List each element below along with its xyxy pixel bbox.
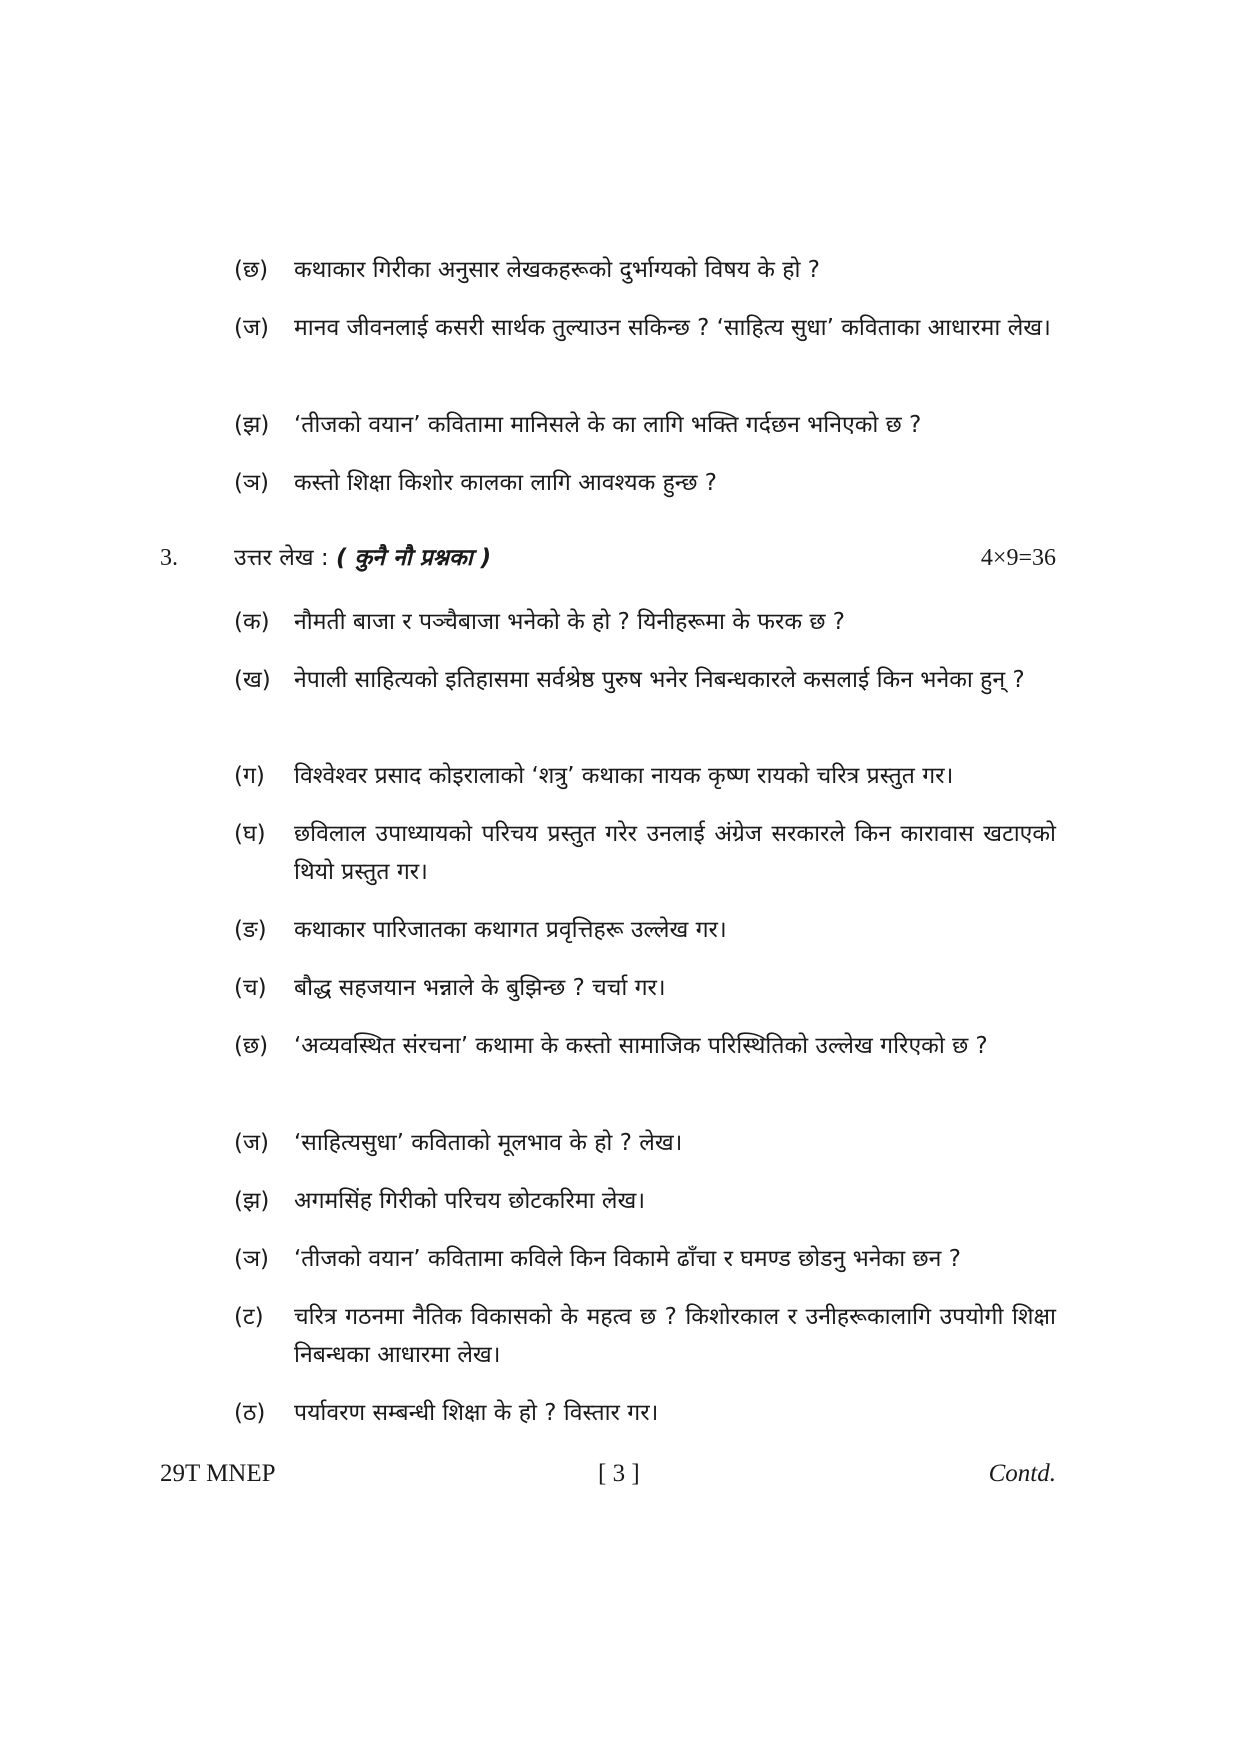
item-text: विश्वेश्वर प्रसाद कोइरालाको ‘शत्रु’ कथाका नायक कृष्ण रायको चरित्र प्रस्तुत गर।: [294, 763, 954, 789]
item-text: पर्यावरण सम्बन्धी शिक्षा के हो ? विस्तार गर।: [294, 1400, 659, 1426]
item-text: बौद्ध सहजयान भन्नाले के बुझिन्छ ? चर्चा गर।: [294, 975, 666, 1001]
question-item: [234, 1124, 1056, 1162]
paper-code: 29T MNEP: [160, 1460, 276, 1487]
page-number: [ 3 ]: [598, 1460, 640, 1487]
item-label: (झ): [234, 412, 270, 438]
item-label: (ख): [234, 667, 271, 693]
question-instruction: उत्तर लेख :: [234, 545, 329, 571]
question-item: [234, 969, 1056, 1007]
question-subtitle: ( कुनै नौ प्रश्नका ): [336, 545, 492, 571]
question-item: [234, 1394, 1056, 1432]
continued-note: Contd.: [988, 1460, 1056, 1487]
item-text: मानव जीवनलाई कसरी सार्थक तुल्याउन सकिन्छ ? ‘साहित्य सुधा’ कविताका आधारमा लेख।: [294, 315, 1051, 341]
question-item: [234, 661, 1056, 699]
item-text: कथाकार पारिजातका कथागत प्रवृत्तिहरू उल्लेख गर।: [294, 917, 727, 943]
item-label: (झ): [234, 1188, 270, 1214]
item-text: ‘तीजको वयान’ कवितामा मानिसले के का लागि भक्ति गर्दछन भनिएको छ ?: [294, 412, 922, 438]
item-text: अगमसिंह गिरीको परिचय छोटकरिमा लेख।: [294, 1188, 646, 1214]
question-item: [234, 911, 1056, 949]
question-title: [234, 538, 491, 578]
item-text: नेपाली साहित्यको इतिहासमा सर्वश्रेष्ठ पुरुष भनेर निबन्धकारले कसलाई किन भनेका हुन् ?: [294, 667, 1025, 693]
item-text: नौमती बाजा र पञ्चैबाजा भनेको के हो ? यिनीहरूमा के फरक छ ?: [294, 609, 845, 635]
item-text: छविलाल उपाध्यायको परिचय प्रस्तुत गरेर उनलाई अंग्रेज सरकारले किन कारावास खटाएको थियो प्रस्तुत गर।: [294, 821, 1056, 885]
question-item: [234, 1240, 1056, 1278]
question-item: [234, 309, 1056, 347]
question-item: [234, 251, 1056, 289]
item-label: (ठ): [234, 1400, 266, 1426]
item-label: (क): [234, 609, 270, 635]
question-item: [234, 757, 1056, 795]
item-text: ‘साहित्यसुधा’ कविताको मूलभाव के हो ? लेख।: [294, 1130, 683, 1156]
item-label: (छ): [234, 257, 269, 283]
item-label: (ट): [234, 1304, 264, 1330]
item-text: चरित्र गठनमा नैतिक विकासको के महत्व छ ? किशोरकाल र उनीहरूकालागि उपयोगी शिक्षा निबन्धका आधारमा लेख।: [294, 1304, 1056, 1368]
item-text: कथाकार गिरीका अनुसार लेखकहरूको दुर्भाग्यको विषय के हो ?: [294, 257, 820, 283]
item-label: (ज): [234, 315, 270, 341]
question-item: [234, 1298, 1056, 1374]
question-item: [234, 406, 1056, 444]
item-label: (ञ): [234, 1246, 270, 1272]
question-item: [234, 464, 1056, 502]
question-item: [234, 1027, 1056, 1065]
item-label: (घ): [234, 821, 266, 847]
item-label: (ङ): [234, 917, 267, 943]
question-item: [234, 815, 1056, 891]
item-label: (च): [234, 975, 267, 1001]
item-text: ‘अव्यवस्थित संरचना’ कथामा के कस्तो सामाजिक परिस्थितिको उल्लेख गरिएको छ ?: [294, 1033, 988, 1059]
item-text: ‘तीजको वयान’ कवितामा कविले किन विकामे ढाँचा र घमण्ड छोडनु भनेका छन ?: [294, 1246, 961, 1272]
question-heading: [160, 538, 1056, 578]
item-label: (ग): [234, 763, 265, 789]
item-label: (छ): [234, 1033, 269, 1059]
item-label: (ज): [234, 1130, 270, 1156]
item-text: कस्तो शिक्षा किशोर कालका लागि आवश्यक हुन्छ ?: [294, 470, 718, 496]
question-item: [234, 1182, 1056, 1220]
question-item: [234, 603, 1056, 641]
item-label: (ञ): [234, 470, 270, 496]
question-marks: 4×9=36: [980, 545, 1056, 571]
question-number: 3.: [160, 545, 178, 571]
